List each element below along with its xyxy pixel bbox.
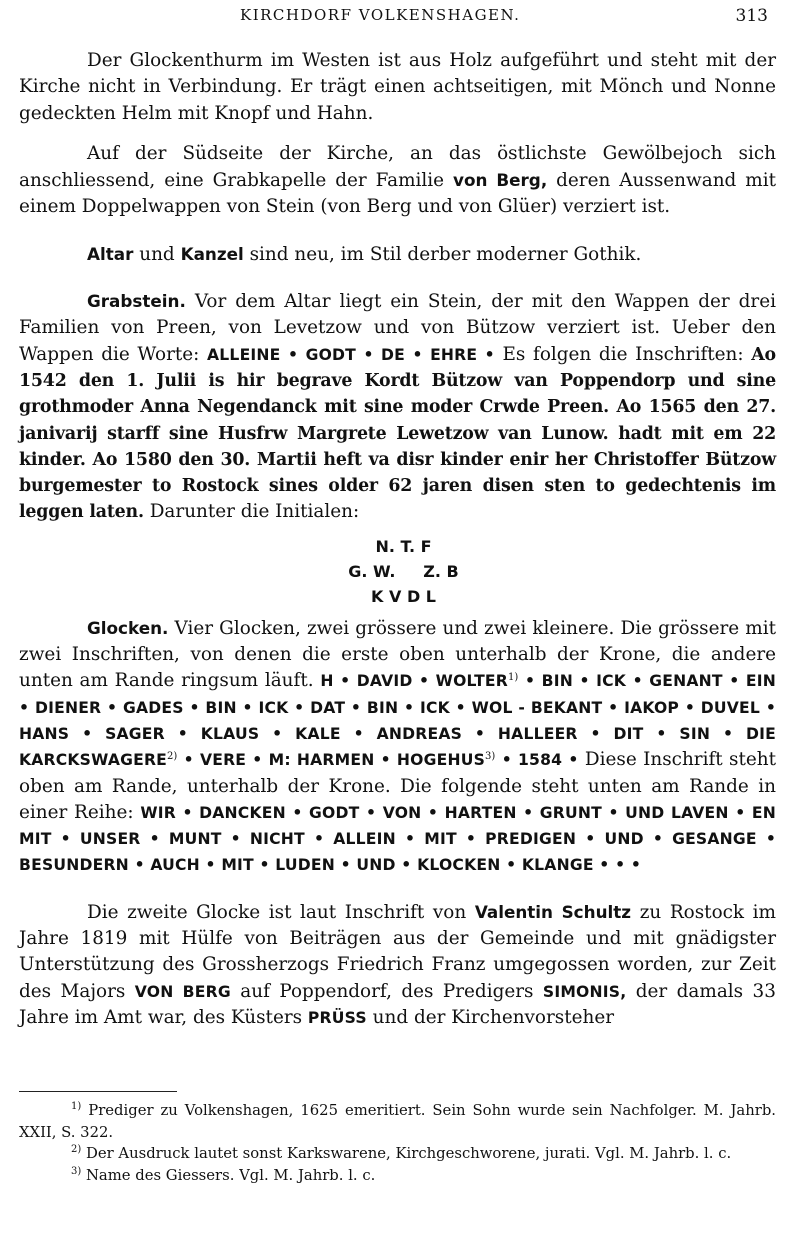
grabstein-heading: Grabstein. <box>87 291 186 312</box>
text-segment: Diese Inschrift steht oben am Rande, unterhalb der Krone. Die folgende steht unten am Rande in einer Reihe: <box>19 749 776 823</box>
paragraph-glocken <box>19 615 776 879</box>
paragraph-zweite-glocke <box>19 899 776 1031</box>
gravestone-inscription: Ao 1542 den 1. Julii is hir begrave Kordt Bützow van Poppendorp und sine grothmoder Anna Negendanck mit sine moder Crwde Preen. Ao 1565 den 27. janivarij starff sine Husfrw Margrete Lewetzow van Lunow. hadt mit em 22 kinder. Ao 1580 den 30. Martii heft va disr kinder enir her Christoffer Bützow burgemester to Rostock sines older 62 jaren disen sten to gedechtenis im leggen laten. <box>19 344 776 523</box>
text-segment: Die zweite Glocke ist laut Inschrift von <box>87 901 467 923</box>
page-body <box>19 48 776 1031</box>
paragraph-grabkapelle <box>19 141 776 221</box>
running-title: KIRCHDORF VOLKENSHAGEN. <box>240 6 521 24</box>
text-segment: und <box>139 243 175 265</box>
text-segment: Es folgen die Inschriften: <box>502 343 744 365</box>
person-name: SIMONIS, <box>542 982 627 1001</box>
text-segment: der damals 33 Jahre im Amt war, des Küsters <box>19 980 776 1028</box>
bell-inscription: • VERE • M: HARMEN • HOGEHUS <box>183 751 486 770</box>
initials-line: G. W. Z. B <box>348 561 459 581</box>
paragraph-glockenthurm <box>19 48 776 127</box>
bell-inscription: • BIN • ICK • GENANT • EIN • DIENER • GADES • BIN • ICK • DAT • BIN • ICK • WOL - BEKANT • IAKOP • DUVEL • HANS • SAGER • KLAUS • KALE • ANDREAS • HALLEER • DIT • SIN • DIE KARCKSWAGERE <box>19 672 776 770</box>
altar-heading: Altar <box>87 243 134 264</box>
footnotes <box>19 1100 776 1186</box>
initials-line: K V D L <box>371 586 436 606</box>
paragraph-text: Der Glockenthurm im Westen ist aus Holz aufgeführt und steht mit der Kirche nicht in Verbindung. Er trägt einen achtseitigen, mit Mönch und Nonne gedeckten Helm mit Knopf und Hahn. <box>19 50 776 124</box>
text-segment: sind neu, im Stil derber moderner Gothik. <box>249 243 642 265</box>
footnote-text: Name des Giessers. Vgl. M. Jahrb. l. c. <box>85 1166 376 1184</box>
footnote-divider <box>19 1091 177 1092</box>
text-segment: und der Kirchenvorsteher <box>372 1006 615 1028</box>
initials-line: N. T. F <box>375 536 432 556</box>
paragraph-altar <box>19 241 776 268</box>
footnote-1 <box>19 1100 776 1143</box>
text-segment: Vor dem Altar liegt ein Stein, der mit den Wappen der drei Familien von Preen, von Levetzow und von Bützow verziert ist. Ueber den Wappen die Worte: <box>19 291 776 365</box>
text-segment: Auf der Südseite der Kirche, an das östlichste Gewölbejoch sich anschliessend, eine Grabkapelle der Familie <box>19 142 776 192</box>
kanzel-heading: Kanzel <box>180 243 244 264</box>
glocken-heading: Glocken. <box>87 617 169 638</box>
footnote-mark: 3) <box>71 1165 82 1177</box>
founder-name: Valentin Schultz <box>474 901 632 922</box>
footnote-mark: 2) <box>71 1144 82 1156</box>
footnote-mark: 1) <box>71 1101 82 1112</box>
footnote-text: Der Ausdruck lautet sonst Karkswarene, Kirchgeschworene, jurati. Vgl. M. Jahrb. l. c. <box>85 1145 732 1163</box>
family-name: von Berg, <box>453 170 548 191</box>
person-name: PRÜSS <box>307 1008 367 1027</box>
text-segment: deren Aussenwand mit einem Doppelwappen von Stein (von Berg und von Glüer) verziert ist. <box>19 170 776 218</box>
bell-inscription: H • DAVID • WOLTER <box>320 672 508 691</box>
initials-block <box>19 534 776 609</box>
text-segment: Vier Glocken, zwei grössere und zwei kleinere. Die grössere mit zwei Inschriften, von denen die erste oben unterhalb der Krone, die andere unten am Rande ringsum läuft. <box>19 617 776 692</box>
motto-inscription: ALLEINE • GODT • DE • EHRE • <box>207 345 495 364</box>
footnote-2 <box>19 1143 776 1165</box>
text-segment: auf Poppendorf, des Predigers <box>240 980 534 1002</box>
page-number: 313 <box>735 6 768 26</box>
footnote-ref: 1) <box>507 672 519 684</box>
person-name: VON BERG <box>134 982 231 1001</box>
footnote-text: Prediger zu Volkenshagen, 1625 emeritiert. Sein Sohn wurde sein Nachfolger. M. Jahrb. XXII, S. 322. <box>19 1102 776 1141</box>
bell-inscription: • 1584 • <box>501 751 579 770</box>
bell-inscription-lower: WIR • DANCKEN • GODT • VON • HARTEN • GRUNT • UND LAVEN • EN MIT • UNSER • MUNT • NICHT • ALLEIN • MIT • PREDIGEN • UND • GESANGE • BESUNDERN • AUCH • MIT • LUDEN • UND • KLOCKEN • KLANGE • • • <box>19 803 776 875</box>
footnote-ref: 2) <box>167 751 178 763</box>
text-segment: Darunter die Initialen: <box>149 501 360 523</box>
text-segment: zu Rostock im Jahre 1819 mit Hülfe von Beiträgen aus der Gemeinde und mit gnädigster Unterstützung des Grossherzogs Friedrich Franz umgegossen worden, zur Zeit des Majors <box>19 901 776 1002</box>
paragraph-grabstein <box>19 288 776 526</box>
running-header <box>0 6 786 28</box>
footnote-3 <box>19 1165 776 1187</box>
footnote-ref: 3) <box>485 751 496 763</box>
